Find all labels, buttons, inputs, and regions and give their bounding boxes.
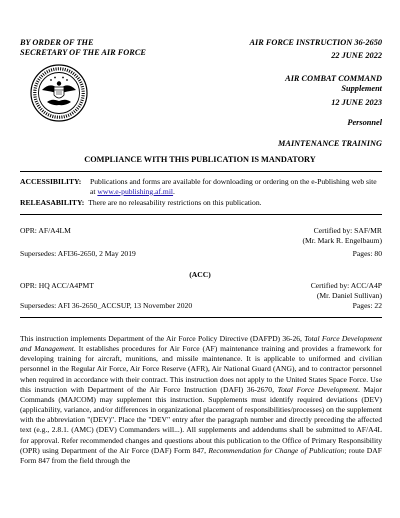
purpose-paragraph (20, 334, 382, 466)
subject: MAINTENANCE TRAINING (278, 139, 382, 148)
certified-by: Certified by: SAF/MR (313, 226, 382, 235)
issuing-authority (20, 38, 146, 58)
accessibility-text-part1: Publications and forms are available for downloading or ordering on the e-Publishing web site at (90, 177, 377, 196)
acc-certifier-name: (Mr. Daniel Sullivan) (316, 290, 382, 300)
accessibility-text-part2: . (173, 186, 175, 196)
divider (20, 317, 382, 318)
releasability-row (20, 198, 382, 208)
acc-label: (ACC) (189, 270, 211, 279)
opr: OPR: AF/A4LM (20, 226, 71, 235)
acc-opr: OPR: HQ ACC/A4PMT (20, 281, 94, 290)
acc-page-count: Pages: 22 (352, 301, 382, 310)
referenced-title: Recommendation for Change of Publication (208, 445, 345, 455)
accessibility-row (20, 177, 382, 197)
issuing-authority-line1: BY ORDER OF THE (20, 38, 94, 47)
accessibility-label: ACCESSIBILITY: (20, 177, 82, 186)
issuing-authority-line2: SECRETARY OF THE AIR FORCE (20, 48, 146, 57)
paragraph-text: This instruction implements Department of the Air Force Policy Directive (DAFPD) 36-26, (20, 334, 305, 343)
releasability-label: RELEASABILITY: (20, 198, 85, 207)
releasability-text: There are no releasability restrictions on this publication. (88, 198, 262, 207)
paragraph-text: ; route DAF Form 847 from the field through the (20, 445, 382, 465)
acc-certified-by: Certified by: ACC/A4P (310, 281, 382, 290)
supplement-date: 12 JUNE 2023 (331, 98, 382, 107)
acc-certification (182, 281, 382, 301)
publication-header (162, 38, 382, 149)
paragraph-text: . It establishes procedures for Air Force (AF) maintenance training and provides a framework for developing training for aircraft, munitions, and missile maintenance. It is applicable to uniformed and civilian personnel in the Regular Air Force, Air Force Reserve (AFR), Air National Guard (ANG), and to contractor personnel when required in accordance with their contract. This instruction does not apply to the United States Space Force. Use this instruction with Department of the Air Force Instruction (DAFI) 36-2670, (20, 344, 382, 394)
command-name: AIR COMBAT COMMAND (285, 74, 382, 83)
accessibility-text (90, 177, 382, 197)
acc-supersedes: Supersedes: AFI 36-2650_ACCSUP, 13 November 2020 (20, 301, 193, 310)
certifier-name: (Mr. Mark R. Engelbaum) (302, 235, 382, 245)
compliance-statement: COMPLIANCE WITH THIS PUBLICATION IS MANDATORY (84, 155, 316, 164)
instruction-date: 22 JUNE 2022 (331, 51, 382, 60)
divider (20, 214, 382, 215)
supplement-label: Supplement (341, 84, 382, 93)
department-of-the-air-force-seal (30, 64, 88, 122)
e-publishing-link[interactable]: www.e-publishing.af.mil (97, 186, 174, 196)
instruction-number: AIR FORCE INSTRUCTION 36-2650 (249, 38, 382, 47)
referenced-title: Total Force Development and Management (20, 334, 382, 354)
referenced-title: Total Force Development (277, 384, 358, 394)
page-count: Pages: 80 (352, 249, 382, 258)
category: Personnel (347, 118, 382, 127)
paragraph-text: . Major Commands (MAJCOM) may supplement this instruction. Supplements must identify required deviations (DEV) (applicability, variance, and/or differences in organizational placement of responsibilities/processes) on the supplement with the abbreviation "(DEV)". Place the "DEV" entry after the paragraph number and directly preceding the affected text (e.g., 2.8.1. (AMC) (DEV) Commanders will...). All supplements and addendums shall be submitted to AF/A4L for approval. Refer recommended changes and questions about this publication to the Office of Primary Responsibility (OPR) using Department of the Air Force (DAF) Form 847, (20, 384, 383, 455)
supersedes: Supersedes: AFI36-2650, 2 May 2019 (20, 249, 136, 258)
divider (20, 171, 382, 172)
certification (182, 226, 382, 246)
